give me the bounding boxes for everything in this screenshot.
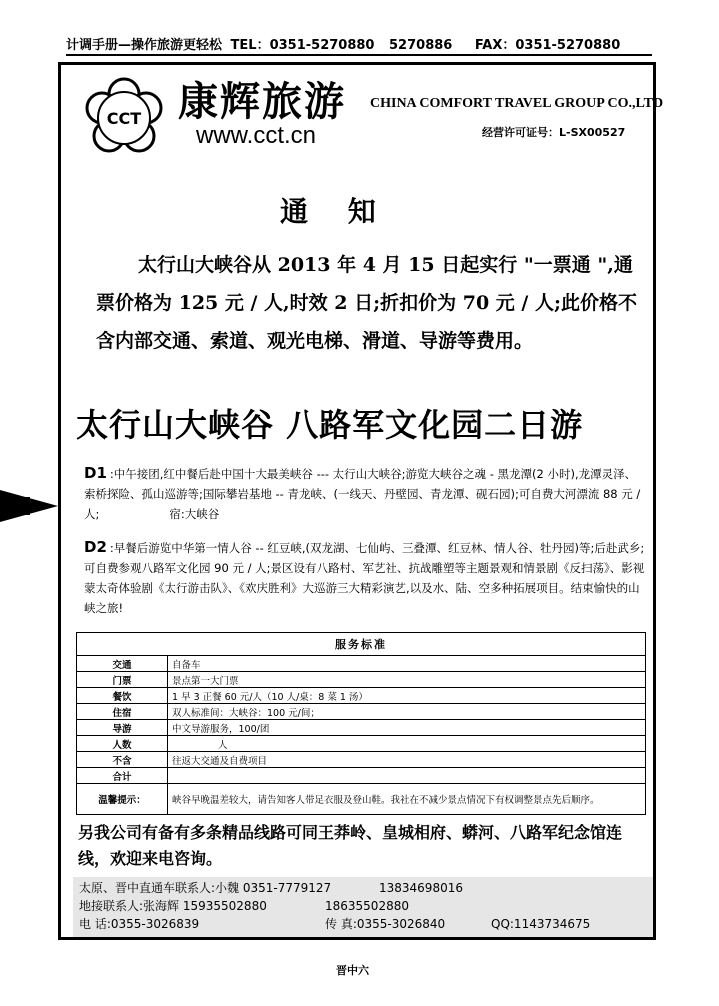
table-row (77, 672, 646, 688)
brand-url: www.cct.cn (196, 122, 317, 149)
table-row (77, 768, 646, 784)
arrow-marker-icon (0, 490, 58, 522)
license-number: 经营许可证号：L-SX00527 (482, 126, 626, 139)
table-row (77, 752, 646, 768)
day1-lodging: 宿:大峡谷 (169, 507, 220, 521)
row-value (168, 768, 646, 784)
row-label: 人数 (77, 736, 168, 752)
header-slogan: 计调手册—操作旅游更轻松 (66, 38, 223, 53)
table-row (77, 736, 646, 752)
row-label: 住宿 (77, 704, 168, 720)
day2-text: :早餐后游览中华第一情人谷 -- 红豆峡,(双龙湖、七仙屿、三叠潭、红豆林、情人谷、牡丹园)等;后赴武乡;可自费参观八路军文化园 90 元 / 人;景区设有八路村、军艺社、抗战雕塑等主题景观和情景剧《反扫荡》、影视蒙太奇体验剧《太行游击队》、《欢庆胜利》大巡游三大精彩演艺,以及水、陆、空多种拓展项目。结束愉快的山峡之旅! (84, 541, 645, 615)
day1-tag: D1 (84, 464, 107, 482)
contact-local-mobile: 18635502880 (325, 899, 409, 913)
row-label: 合计 (77, 768, 168, 784)
itinerary-day1 (84, 463, 646, 524)
row-value: 1 早 3 正餐 60 元/人（10 人/桌：8 菜 1 汤） (168, 688, 646, 704)
row-value: 双人标准间：大峡谷：100 元/间； (168, 704, 646, 720)
table-row-reminder (77, 784, 646, 815)
contact-qq: QQ:1143734675 (491, 917, 591, 931)
header-fax: FAX：0351-5270880 (474, 38, 621, 53)
contact-fax: 传 真:0355-3026840 (325, 917, 446, 931)
day1-text: :中午接团,红中餐后赴中国十大最美峡谷 --- 太行山大峡谷;游览大峡谷之魂 - 黑龙潭(2 小时),龙潭灵泽、索桥探险、孤山巡游等;国际攀岩基地 -- 青龙峡、(一线天、丹壁园、青龙潭、砚石园);可自费大河漂流 88 元 / 人; (84, 467, 641, 521)
day2-tag: D2 (84, 538, 107, 556)
row-label: 导游 (77, 720, 168, 736)
contacts-box (73, 877, 653, 937)
more-routes-text: 另我公司有备有多条精品线路可同王莽岭、皇城相府、蟒河、八路军纪念馆连线，欢迎来电咨询。 (78, 823, 623, 868)
row-value: 往返大交通及自费项目 (168, 752, 646, 768)
header-tel: TEL：0351-5270880 (230, 38, 375, 53)
logo-text: CCT (106, 109, 142, 128)
row-value: 景点第一大门票 (168, 672, 646, 688)
row-label: 门票 (77, 672, 168, 688)
contact-phone: 电 话:0355-3026839 (79, 917, 200, 931)
service-title: 服务标准 (77, 633, 646, 656)
row-label: 不含 (77, 752, 168, 768)
table-row (77, 704, 646, 720)
notice-title: 通 知 (280, 195, 376, 228)
reminder-text: 峡谷早晚温差较大，请告知客人带足衣服及登山鞋。我社在不减少景点情况下有权调整景点先后顺序。 (168, 784, 646, 815)
service-table (76, 632, 646, 815)
notice-body: 太行山大峡谷从 2013 年 4 月 15 日起实行 "一票通 ",通票价格为 125 元 / 人,时效 2 日;折扣价为 70 元 / 人;此价格不含内部交通、索道、观光电梯、滑道、导游等费用。 (96, 254, 637, 352)
header-tel2: 5270886 (389, 38, 453, 53)
header-strip (66, 34, 652, 56)
itinerary-day2 (84, 537, 646, 618)
page-number: 晋中六 (336, 964, 369, 977)
table-row (77, 656, 646, 672)
row-label: 交通 (77, 656, 168, 672)
contact-direct-bus-mobile: 13834698016 (379, 881, 463, 895)
contact-local: 地接联系人:张海辉 15935502880 (79, 899, 267, 913)
table-row (77, 720, 646, 736)
brand-name: 康辉旅游 (178, 78, 346, 125)
company-name-en: CHINA COMFORT TRAVEL GROUP CO.,LTD (370, 96, 664, 111)
reminder-label: 温馨提示： (77, 784, 168, 815)
row-value: 人 (168, 736, 646, 752)
row-value: 中文导游服务，100/团 (168, 720, 646, 736)
tour-title: 太行山大峡谷 八路军文化园二日游 (76, 406, 584, 444)
table-row (77, 688, 646, 704)
row-label: 餐饮 (77, 688, 168, 704)
row-value: 自备车 (168, 656, 646, 672)
contact-direct-bus: 太原、晋中直通车联系人:小魏 0351-7779127 (79, 881, 332, 895)
cct-logo-icon (82, 76, 166, 160)
